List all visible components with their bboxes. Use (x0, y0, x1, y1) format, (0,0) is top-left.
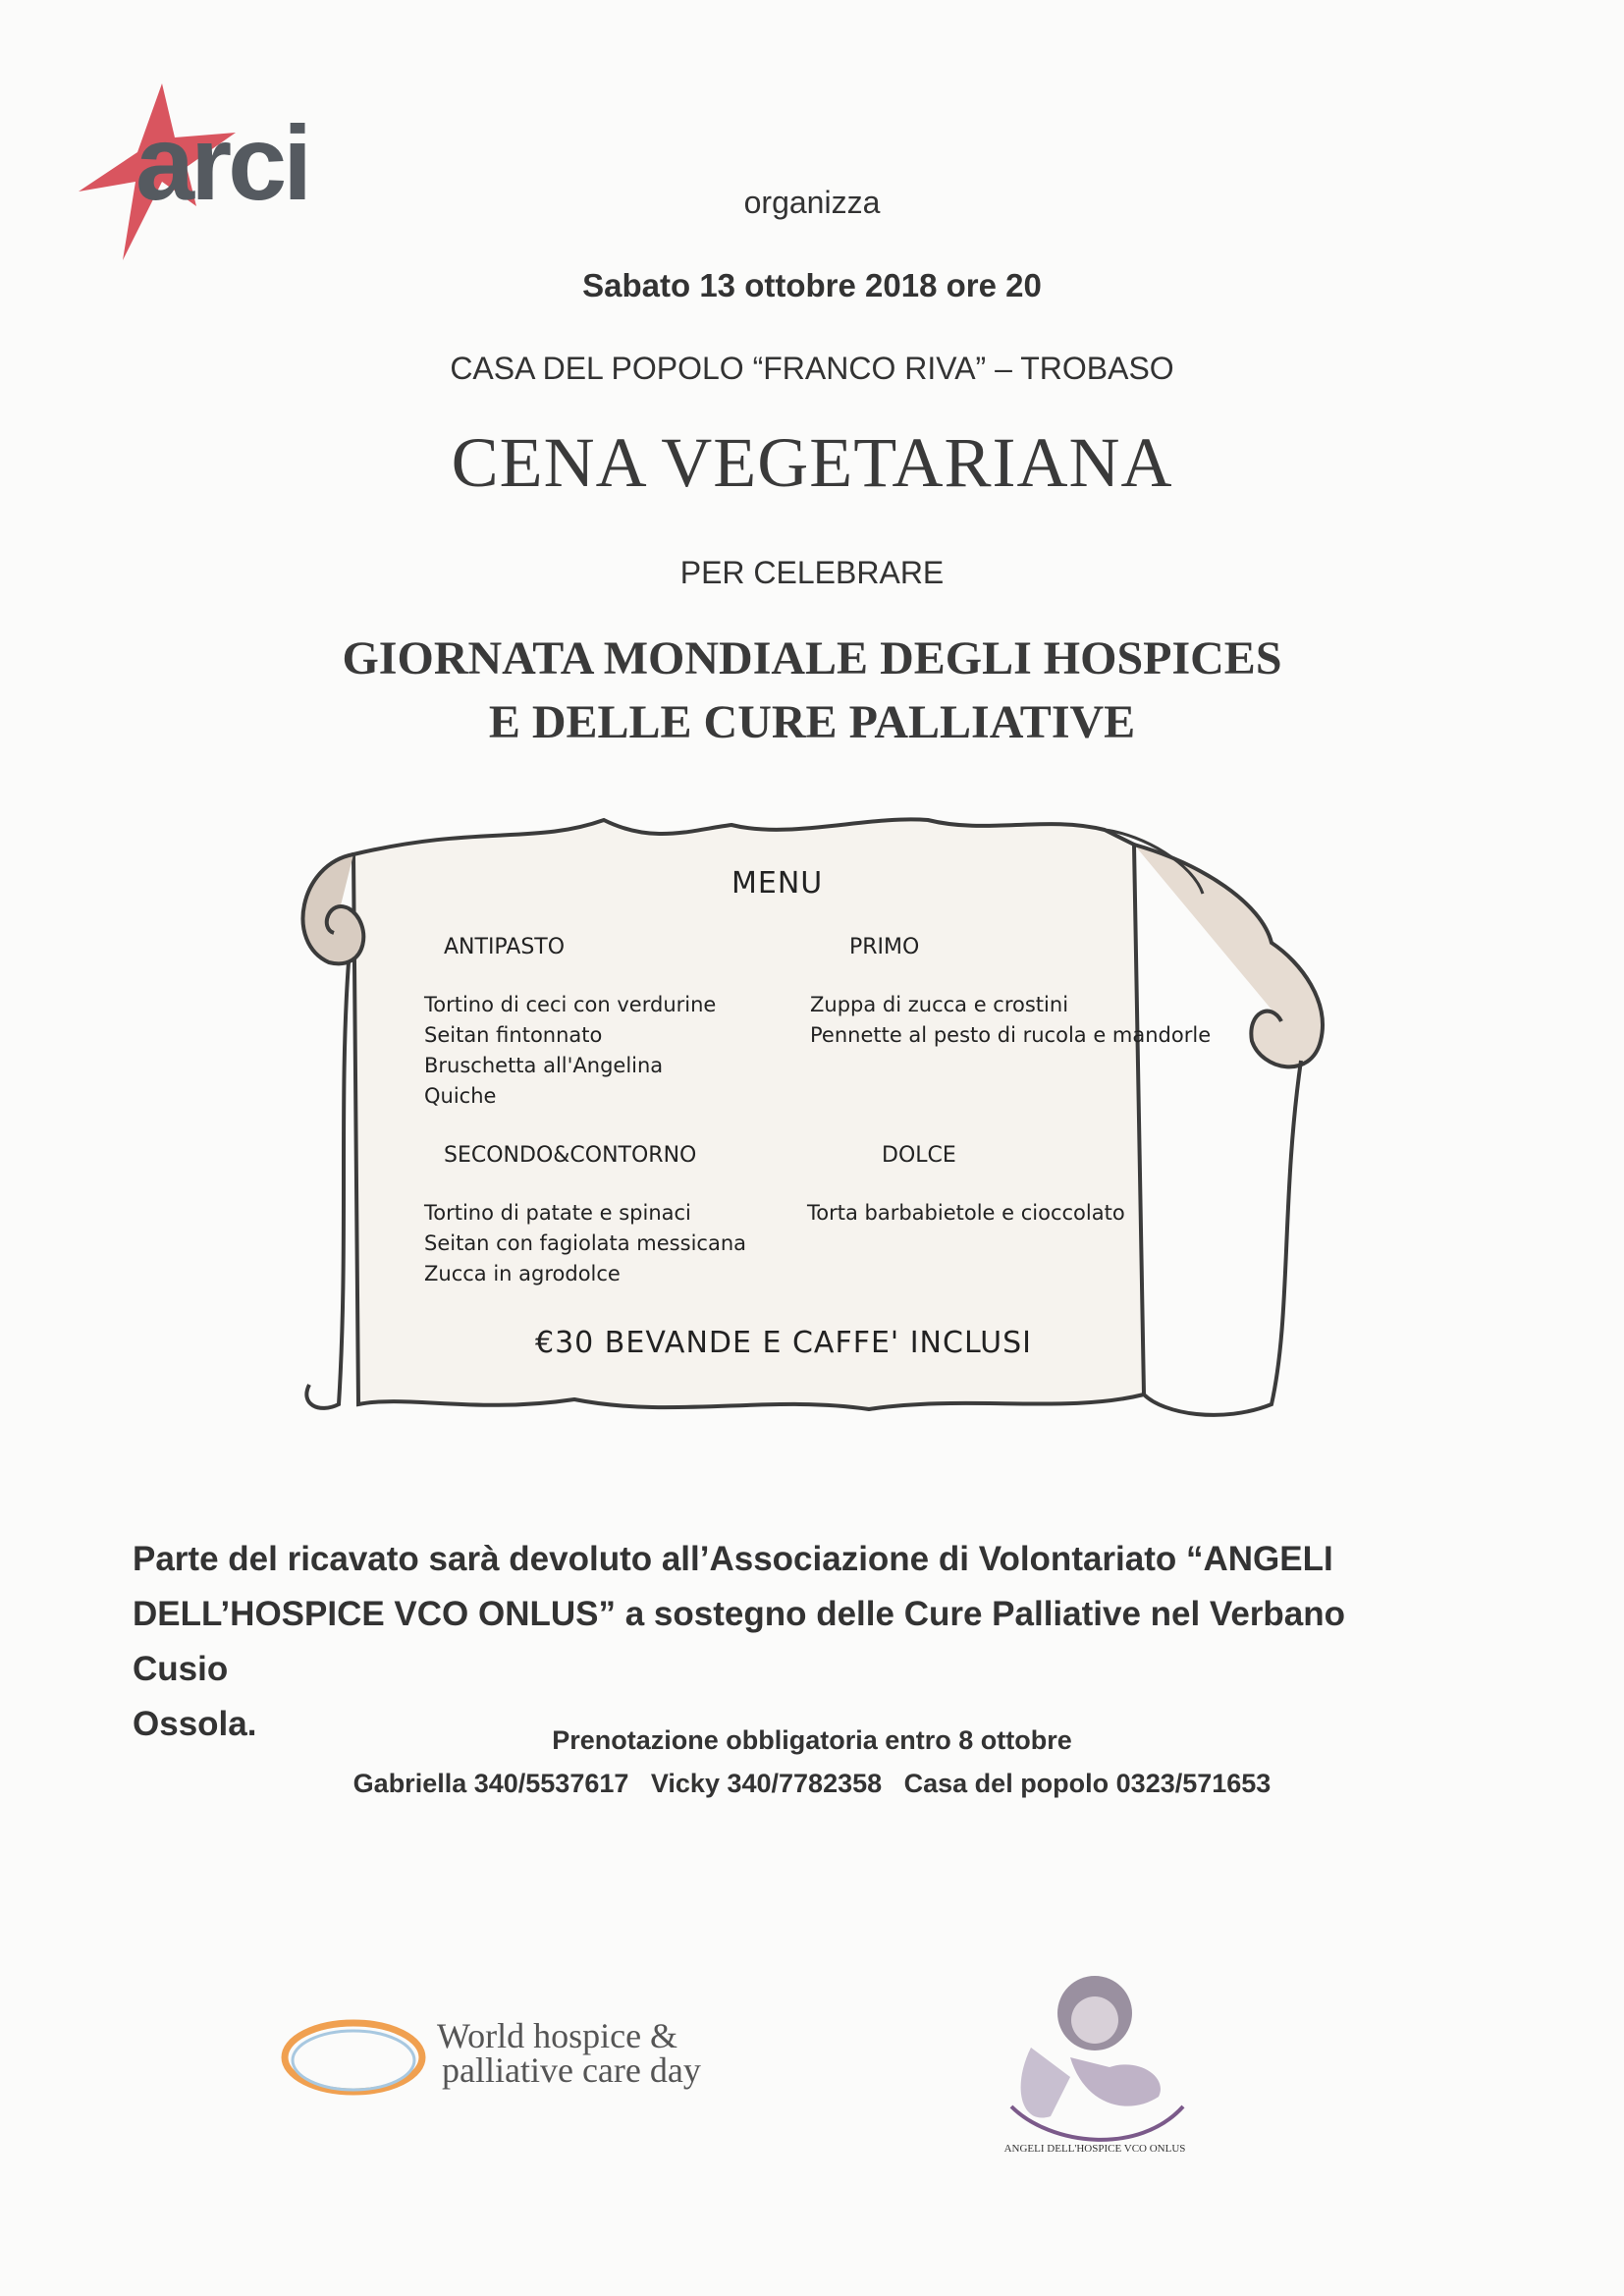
per-celebrare-text: PER CELEBRARE (679, 555, 945, 590)
svg-text:ANGELI DELL'HOSPICE VCO ONLUS: ANGELI DELL'HOSPICE VCO ONLUS (1003, 2143, 1186, 2155)
antipasto-heading: ANTIPASTO (444, 935, 566, 959)
angeli-hospice-seal (992, 1959, 1198, 2165)
menu-price: €30 BEVANDE E CAFFE' INCLUSI (535, 1326, 1033, 1360)
organizza-text: organizza (743, 185, 881, 220)
arci-logo (79, 83, 344, 265)
donation-line-2: DELL’HOSPICE VCO ONLUS” a sostegno delle Cure Palliative nel Verbano Cusio (133, 1595, 1346, 1688)
venue: CASA DEL POPOLO “FRANCO RIVA” – TROBASO (450, 351, 1174, 386)
list-item: Pennette al pesto di rucola e mandorle (810, 1023, 1212, 1047)
list-item: Seitan con fagiolata messicana (424, 1231, 746, 1255)
subtitle-line-2: E DELLE CURE PALLIATIVE (488, 696, 1136, 748)
secondo-heading: SECONDO&CONTORNO (444, 1143, 697, 1168)
svg-text:World hospice &: World hospice & (437, 2016, 678, 2055)
list-item: Zuppa di zucca e crostini (810, 993, 1069, 1016)
svg-text:palliative care day: palliative care day (442, 2050, 701, 2090)
orange-swirl-icon (285, 2023, 422, 2092)
list-item: Zucca in agrodolce (424, 1262, 621, 1285)
menu-title: MENU (731, 866, 824, 901)
subtitle-line-1: GIORNATA MONDIALE DEGLI HOSPICES (342, 632, 1282, 684)
donation-line-3: Ossola. (133, 1705, 257, 1743)
antipasto-list (424, 990, 716, 1112)
primo-list (810, 990, 1211, 1051)
svg-text:arci: arci (135, 103, 309, 222)
list-item: Torta barbabietole e cioccolato (807, 1201, 1125, 1225)
list-item: Tortino di patate e spinaci (424, 1201, 691, 1225)
dolce-list (807, 1198, 1125, 1229)
menu-scroll (280, 805, 1360, 1434)
primo-heading: PRIMO (849, 935, 920, 959)
donation-line-1: Parte del ricavato sarà devoluto all’Associazione di Volontariato “ANGELI (133, 1540, 1333, 1578)
dolce-heading: DOLCE (882, 1143, 956, 1168)
secondo-list (424, 1198, 746, 1289)
donation-paragraph (133, 1532, 1409, 1752)
list-item: Seitan fintonnato (424, 1023, 603, 1047)
list-item: Bruschetta all'Angelina (424, 1054, 664, 1077)
booking-notice: Prenotazione obbligatoria entro 8 ottobre (552, 1725, 1072, 1755)
list-item: Quiche (424, 1084, 497, 1108)
page-title: CENA VEGETARIANA (451, 423, 1173, 502)
booking-contacts: Gabriella 340/5537617 Vicky 340/7782358 Casa del popolo 0323/571653 (352, 1769, 1272, 1798)
world-hospice-logo (280, 2003, 830, 2111)
event-date: Sabato 13 ottobre 2018 ore 20 (582, 267, 1042, 303)
list-item: Tortino di ceci con verdurine (424, 993, 717, 1016)
